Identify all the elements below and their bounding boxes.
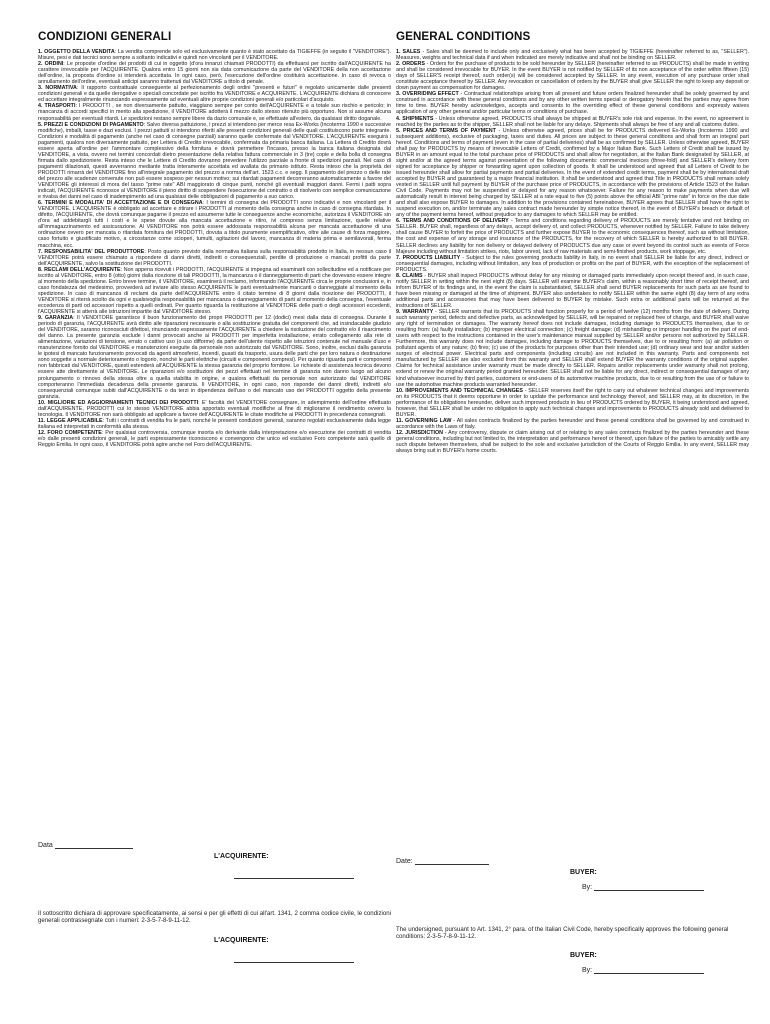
english-by-row (582, 884, 704, 891)
clause-title: RECLAMI DELL'ACQUIRENTE (44, 266, 121, 273)
english-by-label-2: By: (582, 967, 593, 974)
clause-title: FORO COMPETENTE (47, 429, 102, 436)
clause-title: GOVERNING LAW (405, 417, 452, 424)
english-clause-8 (396, 273, 749, 309)
clause-text: - SELLER warrants that its PRODUCTS shall function properly for a period of twelve (12) months from the date of delivery. During such warranty period, defects and defective parts, as acknowledged by SELLER, will be repaired or replaced free of charge, and BUYER shall waive any right of termination or damages. The warranty hereof does not include damages, including damage to PRODUCTS themselves, due to or resulting from: (a) faulty installation; (b) improper electrical connection; (c) freight damage; (d) mishandling or improper handling on the part of end-users with respect to the instructions contained in the user's maintenance manual supplied by SELLER and/or persons not authorized by SELLER. Furthermore, this warranty does not include damages, including damage to PRODUCTS themselves, due to or resulting from: (a) air pollution or pollutant agents of any nature; (b) fires; (c) use of the products for purposes other than their intended use; (d) ordinary wear and tear and/or sudden surges of electrical power. Electrical parts and components (including circuits) are not included in this warranty. Parts and components not manufactured by SELLER are also excluded from this warranty and SELLER shall extend BUYER the warranty conditions of the original supplier. Claims for technical assistance under warranty must be made directly to SELLER. Repairs and/or replacements under warranty shall not prolong, extend or renew the original warranty period granted hereunder. SELLER shall not be liable for any direct, indirect or consequential damages of any kind whatsoever incurred by third parties, customers or end-users of its automotive machine products, due to or resulting from the use of or failure to use the automotive machine products warranted hereunder. (396, 309, 749, 388)
italian-clause-5 (38, 122, 391, 201)
clause-number: 2. (38, 61, 43, 68)
clause-number: 6. (38, 200, 43, 207)
clause-title: CLAIMS (402, 272, 423, 279)
italian-buyer-signature-line[interactable] (234, 872, 354, 879)
clause-title: JURISDICTION (405, 429, 443, 436)
clause-text: - Sales shall be deemed to include only and exclusively what has been accepted by TIGIEFFE (hereinafter referred to as, "SELLER"). Measures, weights and technical data if and when indicated are merely indicative and shall not be binding on SELLER. (396, 49, 749, 62)
clause-text: - Any controversy, dispute or claim arising out of or relating to any sales contracts finalized by the parties hereunder and these general conditions, including but not limited to, the interpretation and performance hereof or thereof, upon failure of the parties to amicably settle any such dispute between themselves, shall be subject to the sole and exclusive jurisdiction of the Courts of Reggio Emilia. In any event, SELLER may always bring suit in BUYER's home courts. (396, 429, 749, 455)
clause-number: 3. (38, 85, 43, 92)
english-clause-3 (396, 91, 749, 115)
clause-title: SHIPMENTS (402, 115, 434, 122)
clause-number: 9. (396, 309, 401, 316)
clause-number: 4. (396, 115, 401, 122)
english-clause-7 (396, 255, 749, 273)
english-approval-text: The undersigned, pursuant to Art. 1341, 2° para. of the Italian Civil Code, hereby specifically approves the following general conditions: 2-3-5-7-8-9-11-12. (396, 926, 729, 941)
clause-number: 7. (38, 248, 43, 255)
italian-buyer-signature-line-2[interactable] (234, 956, 354, 963)
clause-number: 5. (38, 121, 43, 128)
italian-clause-12 (38, 430, 391, 448)
english-column (396, 30, 749, 454)
clause-number: 7. (396, 254, 401, 261)
english-heading: GENERAL CONDITIONS (396, 30, 531, 43)
clause-number: 5. (396, 127, 401, 134)
italian-clause-1 (38, 49, 391, 61)
clause-number: 2. (396, 61, 401, 68)
clause-text: - Unless otherwise agreed, PRODUCTS shall always be shipped at BUYER's sole risk and expense. In the event, no agreement is reached by the parties as to the shipper, SELLER shall not be liable for any delays. Shipments shall always be free of any and all customs duties. (396, 115, 749, 128)
clause-number: 8. (396, 272, 401, 279)
clause-title: MIGLIORIE ED AGGIORNAMENTI TECNICI DEI PRODOTTI (47, 399, 199, 406)
clause-title: ORDERS (402, 61, 425, 68)
italian-clause-8 (38, 267, 391, 315)
clause-text: - All sales contracts finalized by the parties hereunder and these general conditions shall be governed by and construed in accordance with the Laws of Italy. (396, 417, 749, 430)
english-clauses (396, 49, 749, 454)
italian-approval-text: Il sottoscritto dichiara di approvare specificatamente, ai sensi e per gli effetti di cui all'art. 1341, 2 comma codice civile, le condizioni generali contrassegnate con i numeri: 2-3-5-7-8-9-11-12. (38, 910, 391, 925)
clause-title: GARANZIA (44, 315, 74, 322)
clause-title: TERMS AND CONDITIONS OF DELIVERY (402, 218, 509, 225)
clause-title: OVERRIDING EFFECT (402, 91, 459, 98)
clause-title: TERMINI E MODALITA' DI ACCETTAZIONE E DI CONSEGNA (44, 200, 203, 207)
italian-clause-11 (38, 418, 391, 430)
clause-number: 6. (396, 218, 401, 225)
italian-clause-10 (38, 400, 391, 418)
clause-number: 10. (38, 399, 46, 406)
clause-text: : I termini di consegna dei PRODOTTI sono indicativi e non vincolanti per il VENDITORE. L'ACQUIRENTE è obbligato ad accettare e ritirare i PRODOTTI al momento della consegna anche in caso di consegna ritardata. In difetto, l'ACQUIRENTE, che dovrà comunque pagarne il prezzo ed assumerne tutte le conseguenze anche economiche, autorizza il VENDITORE sin d'ora ad addebitargli tutti i costi e le spese dovute alla mancata accettazione e ritiro, ivi compreso senza limitazione, quelle relative all'immagazzinamento ed assicurazione. Al VENDITORE non potrà essere addossata responsabilità alcuna per mancata accettazione di una ordinazione ovvero per mancata o ritardata fornitura dei PRODOTTI, dovuta a titolo puramente esemplificativo, oltre alle cause di forza maggiore, caso fortuito e giustificato motivo, a circostanze come scioperi, tumulti, agitazioni del lavoro, mancanza di materia prima e semilavorati, ferma macchina, ecc. (38, 200, 391, 249)
english-clause-2 (396, 61, 749, 91)
italian-buyer-label: L'ACQUIRENTE: (214, 853, 269, 860)
english-by-row-2 (582, 967, 704, 974)
italian-clause-3 (38, 85, 391, 103)
clause-title: PREZZI E CONDIZIONI DI PAGAMENTO (44, 121, 144, 128)
english-by-label: By: (582, 884, 593, 891)
clause-number: 3. (396, 91, 401, 98)
clause-title: TRASPORTI (44, 103, 76, 110)
english-clause-4 (396, 116, 749, 128)
clause-text: - Orders for the purchase of products to be sold hereunder by SELLER (hereinafter referred to as PRODUCTS) shall be made in writing and shall be considered irrevocable for BUYER. In the event BUYER is not notified by SELLER of its non acceptance of the order within fifteen (15) days of SELLER'S receipt thereof, such order(s) will be considered accepted by SELLER. In any event, execution of any purchase order shall constitute acceptance thereof by SELLER. Any revocation or cancellation of orders by the BUYER shall give SELLER the right to keep any deposit or down payment as compensation for damages. (396, 61, 749, 92)
english-buyer-row-2 (570, 952, 597, 959)
italian-date-label: Data (38, 842, 53, 849)
clause-text: : Il rapporto contrattuale conseguente al perfezionamento degli ordini "presenti e futuri" è regolato unicamente dalle presenti condizioni generali e da quelle derogative o speciali concordate per iscritto fra VENDITORE e ACQUIRENTE. L'ACQUIRENTE dichiara di conoscere ed accettare integralmente rinunciando espressamente ad eventuali altre proprie condizioni generali e/o particolari d'acquisto. (38, 85, 391, 104)
english-buyer-signature-line-2[interactable] (594, 967, 704, 974)
italian-clauses (38, 49, 391, 448)
english-date-row (396, 858, 489, 865)
clause-text: : Tutti i contratti di vendita fra le parti, nonché le presenti condizioni generali, saranno regolati esclusivamente dalla legge italiana ed interpretati in conformità alla stessa. (38, 417, 391, 430)
clause-text: : Le proposte d'ordine dei prodotti di cui in oggetto (d'ora innanzi chiamati PRODOTTI) da effettuarsi per iscritto dall'ACQUIRENTE ha carattere irrevocabile per l'ACQUIRENTE. Qualora entro 15 giorni non sia data comunicazione da parte del VENDITORE della non accettazione dell'ordine, la proposta d'ordine si intenderà accettata. In ogni caso, però, l'esecuzione dell'ordine costituirà accettazione. In caso di revoca o annullamento dell'ordine, eventuali anticipi saranno trattenuti dal VENDITORE a titolo di penale. (38, 61, 391, 86)
english-clause-12 (396, 430, 749, 454)
clause-title: RESPONSABILITA' DEL PRODUTTORE (44, 248, 145, 255)
clause-text: - BUYER shall inspect PRODUCTS without delay for any missing or damaged parts immediately upon receipt thereof and, in such case, notify SELLER in writing within the next eight (8) days. SELLER will examine BUYER's claim, within a reasonably short time of receipt thereof, and inform BUYER of its findings and, in the event the claim is substantiated, SELLER shall send BUYER replacements for such parts as are found to have been missing or damaged at the time of shipment. BUYER also undertakes to notify SELLER within the same eight (8) day term of any extra additional parts and accessories that may have been delivered to BUYER by mistake. Such extra or additional parts will be returned at the instructions of SELLER. (396, 272, 749, 309)
english-clause-9 (396, 309, 749, 388)
clause-number: 11. (38, 417, 46, 424)
italian-clause-6 (38, 200, 391, 248)
italian-clause-7 (38, 249, 391, 267)
clause-text: : Per qualsiasi controversia, comunque insorta e/o derivante dalla interpretazione e/o esecuzione dei contratti di vendita e/o dalle presenti condizioni generali, le parti espressamente riconoscono e convengono che unico ed esclusivo Foro competente sarà quello di Reggio Emilia. In ogni caso, il VENDITORE potrà agire anche nel Foro dell'ACQUIRENTE. (38, 429, 391, 449)
italian-clause-2 (38, 61, 391, 85)
italian-buyer-row-2 (214, 937, 269, 944)
italian-buyer-signature-row (234, 872, 354, 879)
english-buyer-row (570, 869, 597, 876)
clause-text: : Salvo diversa pattuizione, i prezzi si intendono per merce resa Ex-Works (Incoterms 1990 e successive modifiche), imballi, tasse e dazi esclusi. I prezzi pattuiti si intendono riferiti alle presenti condizioni generali delle quali costituiscono parte integrante. Condizioni e modalità di pagamento (anche nel caso di consegne parziali) saranno quelle confermate dal VENDITORE. L'ACQUIRENTE eseguirà i pagamenti, qualora non diversamente pattuito, per Lettera di Credito irrevocabile, confermata da primaria banca italiana. La Lettera di Credito dovrà essere aperta all'ordine per l'ammontare complessivo della fornitura e dovrà permettere l'incasso, presso la banca italiana designata dal VENDITORE, a vista, ovvero nei termini concordati dietro presentazione della relativa fattura commerciale in 3 (tre) copie e della bolla di consegna firmata dallo spedizioniere. Resta inteso che le Lettere di Credito dovranno prevedere l'utilizzo parziale a fronte di spedizioni parziali. Nel caso di pagamenti dilazionati, questi avverranno mediante tratta interamente accettata ed avallata da primario istituto. Resta inteso che la proprietà dei PRODOTTI rimarrà del VENDITORE fino all'integrale pagamento del prezzo a norma dell'art. 1523 c.c. e segg. Il pagamento del prezzo o delle rate del prezzo alle scadenze convenute non può essere sospeso per nessun motivo; sui ritardati pagamenti decorreranno automaticamente a favore del VENDITORE gli interessi di mora del tasso "prime rate" ABI maggiorato di cinque punti, nonché gli eventuali maggiori danni. Fermi i patti sopra indicati, l'ACQUIRENTE riconosce al VENDITORE il pieno diritto di sospendere l'esecuzione del contratto o di risolverlo con semplice comunicazione e rivalsa dei danni nel caso di inadempimento ad una qualsiasi delle obbligazioni di pagamento a suo carico. (38, 121, 391, 201)
italian-clause-4 (38, 103, 391, 121)
clause-number: 8. (38, 266, 43, 273)
clause-text: : E' facoltà del VENDITORE consegnare, in adempimento dell'ordine effettuato dall'ACQUIRENTE, PRODOTTI cui lo stesso VENDITORE abbia apportato eventuali modifiche al fine di migliorarne il rendimento ovvero la tecnologia. Il VENDITORE non sarà obbligato ad applicare a favore dell'ACQUIRENTE le citate modifiche ai PRODOTTI in precedenza consegnati. (38, 399, 391, 418)
clause-text: - Contractual relationships arising from all present and future orders finalized hereunder shall be solely governed by and construed in accordance with these general conditions and by any other written terms special or derogatory herein that the parties may agree from time to time. BUYER hereby acknowledges, accepts and consents to the overriding effect of these general conditions and expressly waives application of any other general and/or particular terms or conditions of purchase. (396, 91, 749, 116)
english-buyer-signature-line[interactable] (594, 884, 704, 891)
italian-clause-9 (38, 315, 391, 400)
clause-title: LEGGE APPLICABILE (46, 417, 103, 424)
italian-date-line[interactable] (55, 842, 133, 849)
clause-text: : Il VENDITORE garantisce il buon funzionamento dei propri PRODOTTI per 12 (dodici) mesi dalla data di consegna. Durante il periodo di garanzia, l'ACQUIRENTE avrà diritto alle riparazioni necessarie o alla sostituzione gratuita dei componenti che, ad insindacabile giudizio del VENDITORE, saranno riconosciuti difettosi, rinunciando espressamente l'ACQUIRENTE a chiedere la risoluzione del contratto e/o il risarcimento del danno. La presente garanzia esclude i danni provocati anche ai PRODOTTI per imperfetta installazione, errato collegamento alla rete di alimentazione, variazioni di tensione, errato o cattivo uso (o uso difforme) da parte dell'utente rispetto alle istruzioni contenute nel manuale d'uso e manutenzione fornito dal VENDITORE e manutenzioni eseguite da personale non autorizzato dal VENDITORE. Sono, inoltre, esclusi dalla garanzia le ipotesi di mancato funzionamento provocati da agenti atmosferici, incendi, guasti da trasporto, usura delle parti che per loro natura o destinazione sono soggette a normale deterioramento o logorio, nonché le parti elettriche (circuiti e componenti compresi). Per quanto riguarda parti e componenti non fabbricati dal VENDITORE, questi estenderà all'ACQUIRENTE la stessa garanzia del proprio fornitore. Le richieste di assistenza tecnica devono essere atte direttamente al VENDITORE. Le riparazioni e/o sostituzioni dei pezzi effettuati nel termine di garanzia non danno luogo ad alcuno prolungamento o rinnovo della stessa oltre a quella stabilita in origine, e qualora effettuati da personale non autorizzato dal VENDITORE comporteranno l'immediata decadenza della presente garanzia. Il VENDITORE, in ogni caso, non risponde dei danni diretti, indiretti e/o consequenziali comunque subiti dall'ACQUIRENTE o da terzi in dipendenza dell'uso o del mancato uso dei PRODOTTI oggetto della presente garanzia. (38, 315, 391, 400)
clause-title: PRICES AND TERMS OF PAYMENT (403, 127, 496, 134)
clause-text: : Non appena ricevuti i PRODOTTI, l'ACQUIRENTE si impegna ad esaminarli con sollecitudine ed a notificare per iscritto al VENDITORE, entro 8 (otto) giorni dalla ricezione di tali PRODOTTI, la mancanza o il danneggiamento di parti che dovevano essere integre al momento della spedizione. Entro breve termine, il VENDITORE, esaminerà il reclamo, informando l'ACQUIRENTE circa le proprie conclusioni e, in caso fondatezza del medesimo, provvederà ad inviare allo stesso ACQUIRENTE le parti eventualmente mancanti o danneggiate al momento della spedizione. In caso di mancanza di reclami da parte dell'ACQUIRENTE entro il citato termine di 8 giorni dalla ricezione dei PRODOTTI, il VENDITORE si riterrà sciolto da ogni e qualsivoglia responsabilità per mancanza o danneggiamento di parti al momento della consegna, l'eventuale eccedenza di parti od accessori rispetto a quelli ordinati. Per quanto riguarda la restituzione al VENDITORE delle parti o degli accessori eccedenti, l'ACQUIRENTE si atterrà alle istruzioni impartite dal VENDITORE stesso. (38, 266, 391, 316)
clause-text: - Terms and conditions regarding delivery of PRODUCTS are merely tentative and not binding on SELLER. BUYER shall, regardless of any delays, accept delivery of, and collect PRODUCTS, whenever notified by SELLER. Failure to take delivery shall cause BUYER to forfeit the price of PRODUCTS and further expose BUYER to the economic consequences thereof, such as without limitation, the cost and expense of any storage and insurance of the PRODUCTS, for the recovery of which SELLER is hereby authorized to bill BUYER. SELLER declines any liability for non delivery or delayed delivery of PRODUCTS due any case or event beyond its control such as events of Force Majeure including without limitation strikes, riots, labor unrest, lack of raw materials and semi-finished products, work stoppage, etc. (396, 218, 749, 255)
english-buyer-label-2: BUYER: (570, 952, 597, 959)
english-clause-10 (396, 388, 749, 418)
clause-number: 9. (38, 315, 43, 322)
clause-text: - Subject to the rules governing products liability in Italy, in no event shall SELLER be liable for any direct, indirect or consequential damages, including without limitation, any loss of production or profits on the part of BUYER, with the exception of the replacement of PRODUCTS. (396, 254, 749, 273)
clause-text: : I PRODOTTI , se non diversamente pattuito, viaggiano sempre per conto dell'ACQUIRENTE e a totale suo rischio e pericolo; in mancanza di accordi specifici in merito alla spedizione, il VENDITORE adotterà il mezzo dallo stesso ritenuto più opportuno. Non si assume alcuna responsabilità per eventuali ritardi. Le spedizioni restano sempre libere da dazio comunale e, se effettuate all'estero, da qualsiasi diritto doganale. (38, 103, 391, 122)
italian-heading: CONDIZIONI GENERALI (38, 30, 172, 43)
italian-column (38, 30, 391, 448)
italian-date-row (38, 842, 133, 849)
clause-number: 1. (396, 49, 401, 55)
italian-buyer-signature-row-2 (234, 956, 354, 963)
clause-title: WARRANTY (402, 309, 434, 316)
english-clause-1 (396, 49, 749, 61)
english-clause-6 (396, 218, 749, 254)
clause-number: 12. (38, 429, 46, 436)
clause-title: OGGETTO DELLA VENDITA (44, 49, 115, 55)
clause-title: SALES (402, 49, 421, 55)
clause-title: IMPROVEMENTS AND TECHNICAL CHANGES (405, 387, 523, 394)
clause-number: 4. (38, 103, 43, 110)
clause-text: : La vendita comprende solo ed esclusivamente quanto è stato accettato da TIGIEFFE (in seguito il "VENDITORE"). Misure, pesi e dati tecnici sono sempre a soltanto indicativi e quindi non vincolanti per il VENDITORE. (38, 49, 391, 62)
english-clause-5 (396, 128, 749, 219)
clause-number: 10. (396, 387, 404, 394)
clause-title: ORDINI (44, 61, 64, 68)
english-buyer-label: BUYER: (570, 869, 597, 876)
english-date-line[interactable] (415, 858, 489, 865)
english-date-label: Date: (396, 858, 413, 865)
clause-text: - SELLER reserves itself the right to carry out whatever technical changes and improvements on its PRODUCTS that it deems opportune in order to update the performance and technology thereof, and SELLER may, at its discretion, in the performance of its obligations hereunder, deliver such improved products in lieu of PRODUCTS ordered by BUYER, it being understood and agreed, however, that SELLER shall be under no obligation to apply such technical changes and improvements to PRODUCTS already sold and delivered to BUYER. (396, 387, 749, 418)
clause-text: : Posto quanto previsto dalla normativa italiana sulla responsabilità prodotto in Italia, in nessun caso il VENDITORE potrà essere chiamato a rispondere di danni diretti, indiretti o consequenziali, perdite di produzione o mancati profitti da parte dell'ACQUIRENTE, salvo la sostituzione dei PRODOTTI. (38, 248, 391, 267)
clause-number: 11. (396, 417, 404, 424)
italian-buyer-label-2: L'ACQUIRENTE: (214, 937, 269, 944)
italian-buyer-row (214, 853, 269, 860)
clause-text: - Unless otherwise agreed, prices shall be for PRODUCTS delivered Ex-Works (Incoterms 1990 and subsequent additions), exclusive of packaging, taxes and duties. All prices are subject to these general conditions and shall form an integral part hereof. Conditions and terms of payment (even in the case of partial deliveries) shall be as confirmed by SELLER. Unless otherwise agreed, BUYER shall pay for PRODUCTS by means of irrevocable Letters of Credit, confirmed by a Major Italian Bank. Such Letters of Credit shall be issued by BUYER in an amount equal to the total purchase price of PRODUCTS and shall allow for negotiation, at the Italian Bank designated by SELLER, at sight and/or at the agreed terms against presentation of the following documents: commercial invoices (three-fold) and SELLER's delivery form signed for acceptance by shipper or forwarding agent upon collection of goods. It shall be understood and agreed that all Letters of Credit to be issued hereunder shall allow for partial payments and partial deliveries. In the event of extended credit terms, payment shall be by international draft accepted by BUYER and guaranteed by a major financial institution. It shall be understood and agreed that Title in PRODUCTS shall remain solely vested in SELLER until full payment by BUYER of the purchase price of PRODUCTS, in accordance with the provisions of Article 1523 of the Italian Civil Code. Payments may not be suspended or delayed for any reason whatsoever. Failure for any reason to make payments when due will automatically result in interest being charged by SELLER at a rate equal to five (5) points above the official ABI "prime rate" in force on the due date and shall also expose BUYER to damages. In addition to the provisions contained hereinabove, BUYER agrees that SELLER shall have the right to suspend execution on, and/or terminate any sales contract made hereunder by simple notice thereof, in the event of BUYER's breach or default of any of the payment terms hereof, without prejudice to any damages to which SELLER may be entitled. (396, 127, 749, 219)
clause-title: PRODUCTS LIABILITY (402, 254, 461, 261)
clause-number: 12. (396, 429, 404, 436)
clause-number: 1. (38, 49, 43, 55)
clause-title: NORMATIVA (45, 85, 77, 92)
english-clause-11 (396, 418, 749, 430)
